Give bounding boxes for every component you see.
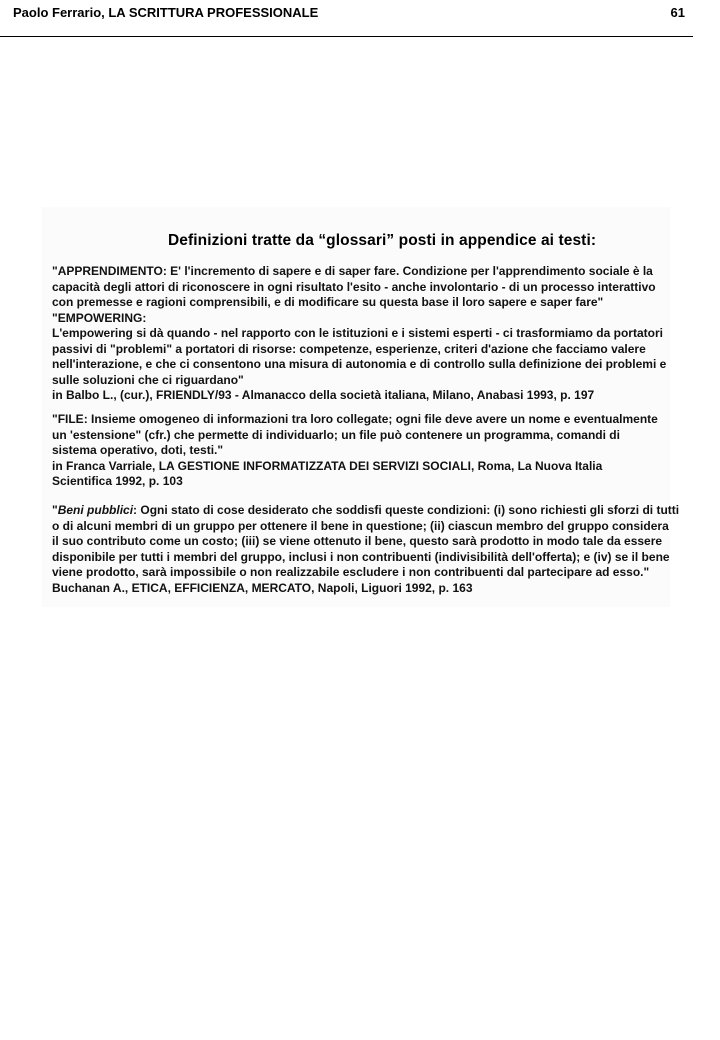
text-line: o di alcuni membri di un gruppo per ottenere il bene in questione; (ii) ciascun membro del gruppo considera (52, 518, 669, 533)
text-fragment: : Ogni stato di cose desiderato che soddisfi queste condizioni: (i) sono richiesti gli sforzi di tutti (133, 503, 680, 517)
text-line: passivi di "problemi" a portatori di risorse: competenze, esperienze, criteri d'azione che facciamo valere (52, 341, 646, 356)
text-line: disponibile per tutti i membri del gruppo, inclusi i non contribuenti (indivisibilità dell'offerta); e (iv) se il bene (52, 549, 670, 564)
definition-beni-pubblici (52, 503, 680, 596)
text-line: il suo contributo come un costo; (iii) se viene ottenuto il bene, questo sarà prodotto in modo tale da essere (52, 534, 663, 548)
text-line: "EMPOWERING: (52, 310, 147, 325)
text-line: sulle soluzioni che ci riguardano" (52, 372, 244, 387)
text-line: sistema operativo, doti, testi." (52, 443, 224, 457)
quote-mark: " (52, 503, 58, 517)
citation-line: Scientifica 1992, p. 103 (52, 474, 183, 488)
definition-apprendimento (52, 264, 667, 404)
page-header (0, 0, 693, 37)
text-line: L'empowering si dà quando - nel rapporto con le istituzioni e i sistemi esperti - ci trasformiamo da portatori (52, 326, 663, 340)
text-line: con premesse e ragioni comprensibili, e di modificare su questa base il loro sapere e saper fare" (52, 295, 604, 309)
text-line: "APPRENDIMENTO: E' l'incremento di sapere e di saper fare. Condizione per l'apprendimento sociale è la (52, 264, 653, 278)
text-line: nell'interazione, e che ci consentono una misura di autonomia e di controllo sulla definizione dei problemi e (52, 357, 667, 371)
text-line (52, 503, 680, 519)
citation-line: Buchanan A., ETICA, EFFICIENZA, MERCATO, Napoli, Liguori 1992, p. 163 (52, 580, 473, 595)
definition-file (52, 412, 656, 490)
text-line: capacità degli attori di riconoscere in ogni risultato l'esito - anche involontario - di un processo interattivo (52, 279, 656, 294)
citation-line: in Franca Varriale, LA GESTIONE INFORMATIZZATA DEI SERVIZI SOCIALI, Roma, La Nuova Italia (52, 458, 603, 473)
text-line: viene prodotto, sarà impossibile o non realizzabile escludere i non contribuenti dal partecipare ad esso." (52, 565, 650, 579)
term-italic: Beni pubblici (57, 503, 134, 517)
citation-line: in Balbo L., (cur.), FRIENDLY/93 - Almanacco della società italiana, Milano, Anabasi 1993, p. 197 (52, 388, 595, 402)
text-line: un 'estensione" (cfr.) che permette di individuarlo; un file può contenere un programma, comandi di (52, 427, 620, 442)
header-title: Paolo Ferrario, LA SCRITTURA PROFESSIONALE (13, 5, 319, 20)
scan-title: Definizioni tratte da “glossari” posti in appendice ai testi: (168, 232, 597, 249)
text-line: "FILE: Insieme omogeneo di informazioni tra loro collegate; ogni file deve avere un nome e eventualmente (52, 412, 658, 426)
page-number: 61 (670, 5, 685, 20)
